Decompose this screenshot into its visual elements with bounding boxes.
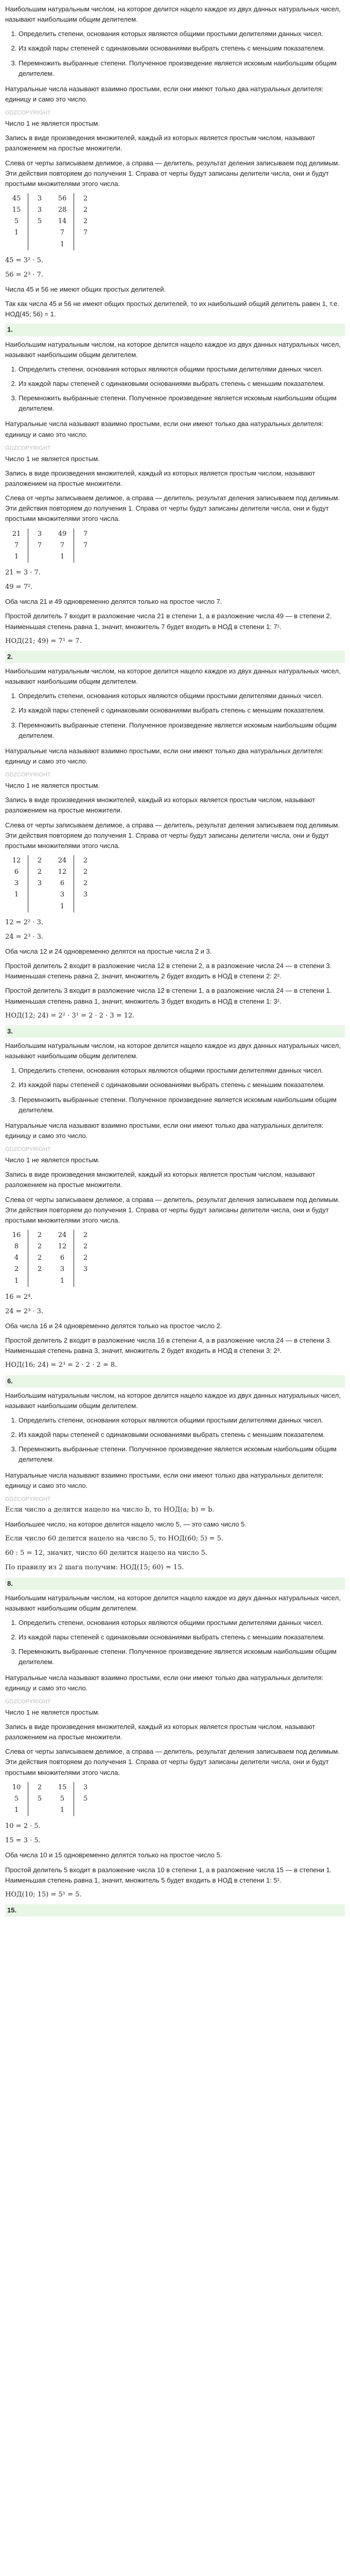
section-number: 15. (5, 1904, 345, 1917)
factorization-row (5, 878, 97, 889)
factorization-row (5, 1276, 97, 1287)
factorization-cell: 5 (28, 216, 51, 227)
solution-text: Если число 60 делится нацело на число 5, то НОД(60; 5) = 5. (5, 1535, 223, 1543)
coprime-text: Натуральные числа называют взаимно простыми, если они имеют только два натуральных делителя: единицу и само это число. (5, 747, 324, 765)
step-item: 2. Из каждой пары степеней с одинаковыми основаниями выбрать степень с меньшим показателем. (19, 1080, 345, 1090)
solution-text: Числа 45 и 56 не имеют общих простых делителей. (5, 285, 166, 293)
factorization-cell: 2 (74, 867, 97, 878)
factorization-cell: 5 (14, 217, 19, 226)
factorization-cell: 1 (14, 1277, 19, 1285)
factorization-cell: 1 (60, 902, 65, 910)
factorization-cell: 5 (28, 1793, 51, 1805)
solution-text: Если число a делится нацело на число b, то НОД(a; b) = b. (5, 1505, 215, 1514)
factorization-cell: 2 (28, 1241, 51, 1252)
factorization-cell: 6 (60, 1254, 65, 1262)
coprime-text: Натуральные числа называют взаимно простыми, если они имеют только два натуральных делителя: единицу и само это число. (5, 1673, 324, 1692)
factorization-row (5, 867, 97, 878)
solution-text: 21 = 3 · 7. (5, 569, 41, 577)
factorization-row (5, 529, 97, 540)
steps-list (5, 1415, 345, 1465)
factorization-cell: 15 (58, 1783, 67, 1791)
factorization-cell: 7 (14, 541, 19, 549)
factorization-cell: 7 (60, 229, 65, 237)
solution-text: Слева от черты записываем делимое, а справа — делитель, результат деления записываем под делимым. Эти действия повторяем до получения 1. Справа от черты будут записаны делители числа, они и будут простыми множителями этого числа. (5, 159, 340, 188)
definition-text: Наибольшим натуральным числом, на которое делится нацело каждое из двух данных натуральных чисел, называют наибольшим общим делителем. (5, 5, 341, 24)
solution-text: Слева от черты записываем делимое, а справа — делитель, результат деления записываем под делимым. Эти действия повторяем до получения 1. Справа от черты будут записаны делители числа, они и будут простыми множителями этого числа. (5, 1195, 340, 1224)
step-item: 1. Определить степени, основания которых являются общими простыми делителями данных чисел. (19, 1415, 345, 1426)
watermark: GDZCOPYRIGHT (5, 772, 51, 778)
factorization-cell (28, 889, 51, 901)
factorization-cell: 1 (14, 1806, 19, 1814)
solution-text: Слева от черты записываем делимое, а справа — делитель, результат деления записываем под делимым. Эти действия повторяем до получения 1. Справа от черты будут записаны делители числа, они и будут простыми множителями этого числа. (5, 821, 340, 850)
definition-text: Наибольшим натуральным числом, на которое делится нацело каждое из двух данных натуральных чисел, называют наибольшим общим делителем. (5, 1391, 341, 1410)
step-item: 1. Определить степени, основания которых являются общими простыми делителями данных чисел. (19, 29, 345, 39)
coprime-text: Натуральные числа называют взаимно простыми, если они имеют только два натуральных делителя: единицу и само это число. (5, 1471, 324, 1489)
factorization-cell: 1 (60, 240, 65, 248)
coprime-text: Натуральные числа называют взаимно простыми, если они имеют только два натуральных делителя: единицу и само это число. (5, 84, 324, 103)
factorization-cell: 6 (60, 879, 65, 888)
factorization-cell (28, 551, 51, 563)
factorization-cell (5, 901, 28, 912)
factorization-cell: 2 (28, 1264, 51, 1275)
factorization-cell: 8 (14, 1243, 19, 1251)
solution-text: Слева от черты записываем делимое, а справа — делитель, результат деления записываем под делимым. Эти действия повторяем до получения 1. Справа от черты будут записаны делители числа, они и будут простыми множителями этого числа. (5, 1748, 340, 1776)
factorization-cell: 1 (14, 229, 19, 237)
factorization-cell: 3 (74, 1264, 97, 1275)
step-item: 2. Из каждой пары степеней с одинаковыми основаниями выбрать степень с меньшим показателем. (19, 705, 345, 716)
factorization-cell: 3 (28, 193, 51, 205)
factorization-cell: 3 (28, 529, 51, 540)
step-item: 1. Определить степени, основания которых являются общими простыми делителями данных чисел. (19, 691, 345, 701)
factorization-cell (74, 239, 97, 250)
factorization-row (5, 1252, 97, 1264)
steps-list (5, 1618, 345, 1668)
factorization-cell: 1 (60, 552, 65, 561)
factorization-cell (74, 901, 97, 912)
step-item: 3. Перемножить выбранные степени. Полученное произведение является искомым наибольшим общим делителем. (19, 1095, 345, 1115)
solution-text: 45 = 3² · 5. (5, 256, 43, 264)
factorization-cell (28, 239, 51, 250)
factorization-cell (5, 239, 28, 250)
factorization-cell: 5 (60, 1794, 65, 1803)
solution-text: Запись в виде произведения множителей, каждый из которых является простым числом, называют разложением на простые множители. (5, 1171, 316, 1189)
factorization-cell: 1 (14, 552, 19, 561)
factorization-cell: 7 (74, 540, 97, 551)
factorization-cell: 3 (28, 205, 51, 216)
factorization-row (5, 1793, 97, 1805)
steps-list (5, 691, 345, 741)
solution-text: Число 1 не является простым. (5, 1708, 100, 1716)
factorization-table (5, 1782, 97, 1816)
factorization-cell: 1 (60, 1806, 65, 1814)
factorization-row (5, 205, 97, 216)
step-item: 2. Из каждой пары степеней с одинаковыми основаниями выбрать степень с меньшим показателем. (19, 43, 345, 54)
section-number: 6. (5, 1375, 345, 1387)
factorization-table (5, 1230, 97, 1287)
step-item: 3. Перемножить выбранные степени. Полученное произведение является искомым наибольшим общим делителем. (19, 720, 345, 741)
solution-text: 15 = 3 · 5. (5, 1837, 41, 1845)
factorization-cell: 3 (28, 878, 51, 889)
solution-text: Оба числа 16 и 24 одновременно делятся только на простое число 2. (5, 1321, 222, 1330)
factorization-cell: 49 (58, 530, 67, 538)
factorization-cell: 2 (14, 1265, 19, 1274)
factorization-cell (74, 1805, 97, 1816)
solution-text: 60 : 5 = 12, значит, число 60 делится нацело на число 5. (5, 1549, 207, 1557)
watermark: GDZCOPYRIGHT (5, 1698, 51, 1705)
factorization-cell: 3 (14, 879, 19, 888)
coprime-text: Натуральные числа называют взаимно простыми, если они имеют только два натуральных делителя: единицу и само это число. (5, 1121, 324, 1140)
step-item: 2. Из каждой пары степеней с одинаковыми основаниями выбрать степень с меньшим показателем. (19, 1632, 345, 1642)
solution-text: 10 = 2 · 5. (5, 1822, 41, 1831)
solution-text: 49 = 7². (5, 583, 33, 591)
step-item: 1. Определить степени, основания которых являются общими простыми делителями данных чисел. (19, 1065, 345, 1076)
section-number: 2. (5, 651, 345, 663)
solution-text: Оба числа 10 и 15 одновременно делятся только на простое число 5. (5, 1851, 222, 1859)
factorization-cell: 3 (74, 1782, 97, 1793)
definition-text: Наибольшим натуральным числом, на которое делится нацело каждое из двух данных натуральных чисел, называют наибольшим общим делителем. (5, 1594, 341, 1612)
step-item: 1. Определить степени, основания которых являются общими простыми делителями данных чисел. (19, 1618, 345, 1628)
factorization-cell: 24 (58, 857, 67, 865)
factorization-cell: 12 (58, 868, 67, 876)
factorization-cell: 24 (58, 1231, 67, 1239)
step-item: 3. Перемножить выбранные степени. Полученное произведение является искомым наибольшим общим делителем. (19, 1647, 345, 1667)
watermark: GDZCOPYRIGHT (5, 1146, 51, 1153)
factorization-cell: 12 (12, 857, 21, 865)
solution-text: Простой делитель 5 входит в разложение числа 10 в степени 1, а в разложение числа 15 — в степени 1. Наименьшая степень равна 1, значит, множитель 5 будет входить в НОД в степени 1: 5¹. (5, 1866, 332, 1884)
factorization-row (5, 540, 97, 551)
factorization-row (5, 551, 97, 563)
factorization-cell: 2 (28, 867, 51, 878)
solution-text: 24 = 2³ · 3. (5, 1307, 43, 1315)
factorization-cell (28, 1276, 51, 1287)
factorization-cell (74, 1276, 97, 1287)
steps-list (5, 1065, 345, 1115)
factorization-cell: 2 (74, 1241, 97, 1252)
factorization-cell: 5 (74, 1793, 97, 1805)
solution-text: Число 1 не является простым. (5, 1156, 100, 1164)
factorization-cell: 7 (74, 227, 97, 239)
factorization-cell: 2 (28, 1782, 51, 1793)
solution-text: 16 = 2⁴. (5, 1293, 33, 1301)
solution-text: Простой делитель 7 входит в разложение числа 21 в степени 1, а в разложение числа 49 — в степени 2. Наименьшая степень равна 1, значит, множитель 7 будет входить в НОД в степени 1: 7¹. (5, 612, 332, 631)
factorization-cell: 2 (74, 205, 97, 216)
solution-text: Число 1 не является простым. (5, 454, 100, 463)
factorization-row (5, 855, 97, 867)
factorization-row (5, 1241, 97, 1252)
section-number: 8. (5, 1578, 345, 1590)
factorization-cell: 2 (74, 1252, 97, 1264)
step-item: 3. Перемножить выбранные степени. Полученное произведение является искомым наибольшим общим делителем. (19, 393, 345, 414)
factorization-cell: 2 (74, 855, 97, 867)
factorization-cell: 14 (58, 217, 67, 226)
solution-text: 24 = 2³ · 3. (5, 933, 43, 941)
solution-text: Запись в виде произведения множителей, каждый из которых является простым числом, называют разложением на простые множители. (5, 1723, 316, 1741)
solution-text: Простой делитель 3 входит в разложение числа 12 в степени 1, а в разложение числа 24 — в степени 1. Наименьшая степень равна 1, значит, множитель 3 будет входить в НОД в степени 1: 3¹. (5, 987, 332, 1005)
factorization-cell: 2 (28, 1230, 51, 1241)
solution-text: Слева от черты записываем делимое, а справа — делитель, результат деления записываем под делимым. Эти действия повторяем до получения 1. Справа от черты будут записаны делители числа, они и будут простыми множителями этого числа. (5, 494, 340, 523)
factorization-cell: 2 (74, 1230, 97, 1241)
factorization-cell: 4 (14, 1254, 19, 1262)
solution-text: Запись в виде произведения множителей, каждый из которых является простым числом, называют разложением на простые множители. (5, 469, 316, 488)
solution-text: Так как числа 45 и 56 не имеют общих простых делителей, то их наибольший общий делитель равен 1, т.е. НОД(45; 56) = 1. (5, 300, 340, 318)
factorization-row (5, 889, 97, 901)
factorization-cell (74, 551, 97, 563)
factorization-cell: 16 (12, 1231, 21, 1239)
factorization-cell: 1 (14, 891, 19, 899)
steps-list (5, 29, 345, 79)
definition-text: Наибольшим натуральным числом, на которое делится нацело каждое из двух данных натуральных чисел, называют наибольшим общим делителем. (5, 1041, 341, 1060)
solution-text: Запись в виде произведения множителей, каждый из которых является простым числом, называют разложением на простые множители. (5, 796, 316, 815)
solution-text: Число 1 не является простым. (5, 120, 100, 128)
factorization-cell: 1 (60, 1277, 65, 1285)
factorization-cell (28, 1805, 51, 1816)
coprime-text: Натуральные числа называют взаимно простыми, если они имеют только два натуральных делителя: единицу и само это число. (5, 420, 324, 438)
factorization-cell (28, 227, 51, 239)
step-item: 1. Определить степени, основания которых являются общими простыми делителями данных чисел. (19, 364, 345, 375)
factorization-cell: 2 (28, 855, 51, 867)
definition-text: Наибольшим натуральным числом, на которое делится нацело каждое из двух данных натуральных чисел, называют наибольшим общим делителем. (5, 667, 341, 686)
factorization-cell: 2 (28, 1252, 51, 1264)
factorization-cell: 7 (28, 540, 51, 551)
factorization-row (5, 1782, 97, 1793)
solution-text: Простой делитель 2 входит в разложение числа 16 в степени 4, а в разложение числа 24 — в степени 3. Наименьшая степень равна 3, значит, множитель 2 будет входить в НОД в степени 3: 2³. (5, 1336, 332, 1355)
factorization-row (5, 1230, 97, 1241)
factorization-cell: 2 (74, 878, 97, 889)
step-item: 2. Из каждой пары степеней с одинаковыми основаниями выбрать степень с меньшим показателем. (19, 379, 345, 389)
factorization-cell: 56 (58, 195, 67, 203)
section-number: 3. (5, 1025, 345, 1038)
factorization-cell: 12 (58, 1243, 67, 1251)
solution-text: 12 = 2² · 3. (5, 918, 43, 926)
factorization-cell: 7 (74, 529, 97, 540)
solution-text: Оба числа 21 и 49 одновременно делятся только на простое число 7. (5, 598, 222, 606)
definition-text: Наибольшим натуральным числом, на которое делится нацело каждое из двух данных натуральных чисел, называют наибольшим общим делителем. (5, 340, 341, 359)
factorization-row (5, 227, 97, 239)
step-item: 3. Перемножить выбранные степени. Полученное произведение является искомым наибольшим общим делителем. (19, 1444, 345, 1465)
factorization-cell: 2 (74, 216, 97, 227)
factorization-cell: 28 (58, 206, 67, 214)
factorization-cell: 21 (12, 530, 21, 538)
factorization-cell: 45 (12, 195, 21, 203)
solution-text: Число 1 не является простым. (5, 782, 100, 790)
factorization-row (5, 239, 97, 250)
section-number: 1. (5, 324, 345, 336)
factorization-cell (28, 901, 51, 912)
solution-text: По правилу из 2 шага получим: НОД(15; 60) = 15. (5, 1564, 184, 1572)
factorization-table (5, 529, 97, 563)
step-item: 3. Перемножить выбранные степени. Полученное произведение является искомым наибольшим общим делителем. (19, 58, 345, 79)
factorization-cell: 15 (12, 206, 21, 214)
factorization-cell: 10 (12, 1783, 21, 1791)
steps-list (5, 364, 345, 414)
factorization-cell: 5 (14, 1794, 19, 1803)
solution-text: 56 = 2³ · 7. (5, 270, 43, 279)
factorization-cell: 3 (74, 889, 97, 901)
watermark: GDZCOPYRIGHT (5, 110, 51, 116)
solution-text: Оба числа 12 и 24 одновременно делятся на простые числа 2 и 3. (5, 947, 212, 955)
solution-text: НОД(10; 15) = 5¹ = 5. (5, 1890, 82, 1899)
factorization-row (5, 1805, 97, 1816)
factorization-row (5, 216, 97, 227)
watermark: GDZCOPYRIGHT (5, 445, 51, 451)
solution-text: НОД(12; 24) = 2² · 3¹ = 2 · 2 · 3 = 12. (5, 1011, 135, 1020)
solution-text: Наибольшее число, на которое делится нацело число 5, — это само число 5. (5, 1520, 247, 1528)
factorization-table (5, 193, 97, 250)
factorization-table (5, 855, 97, 912)
solution-text: Простой делитель 2 входит в разложение числа 12 в степени 2, а в разложение числа 24 — в степени 3. Наименьшая степень равна 2, значит, множитель 2 будет входить в НОД в степени 2: 2². (5, 962, 332, 980)
factorization-row (5, 1264, 97, 1275)
factorization-cell: 6 (14, 868, 19, 876)
factorization-cell: 3 (60, 1265, 65, 1274)
step-item: 2. Из каждой пары степеней с одинаковыми основаниями выбрать степень с меньшим показателем. (19, 1430, 345, 1440)
solution-text: НОД(16; 24) = 2³ = 2 · 2 · 2 = 8. (5, 1361, 117, 1369)
factorization-cell: 3 (60, 891, 65, 899)
solution-text: НОД(21; 49) = 7¹ = 7. (5, 637, 82, 645)
watermark: GDZCOPYRIGHT (5, 1496, 51, 1502)
factorization-cell: 7 (60, 541, 65, 549)
factorization-cell: 2 (74, 193, 97, 205)
factorization-row (5, 193, 97, 205)
factorization-row (5, 901, 97, 912)
solution-text: Запись в виде произведения множителей, каждый из которых является простым числом, называют разложением на простые множители. (5, 134, 316, 152)
